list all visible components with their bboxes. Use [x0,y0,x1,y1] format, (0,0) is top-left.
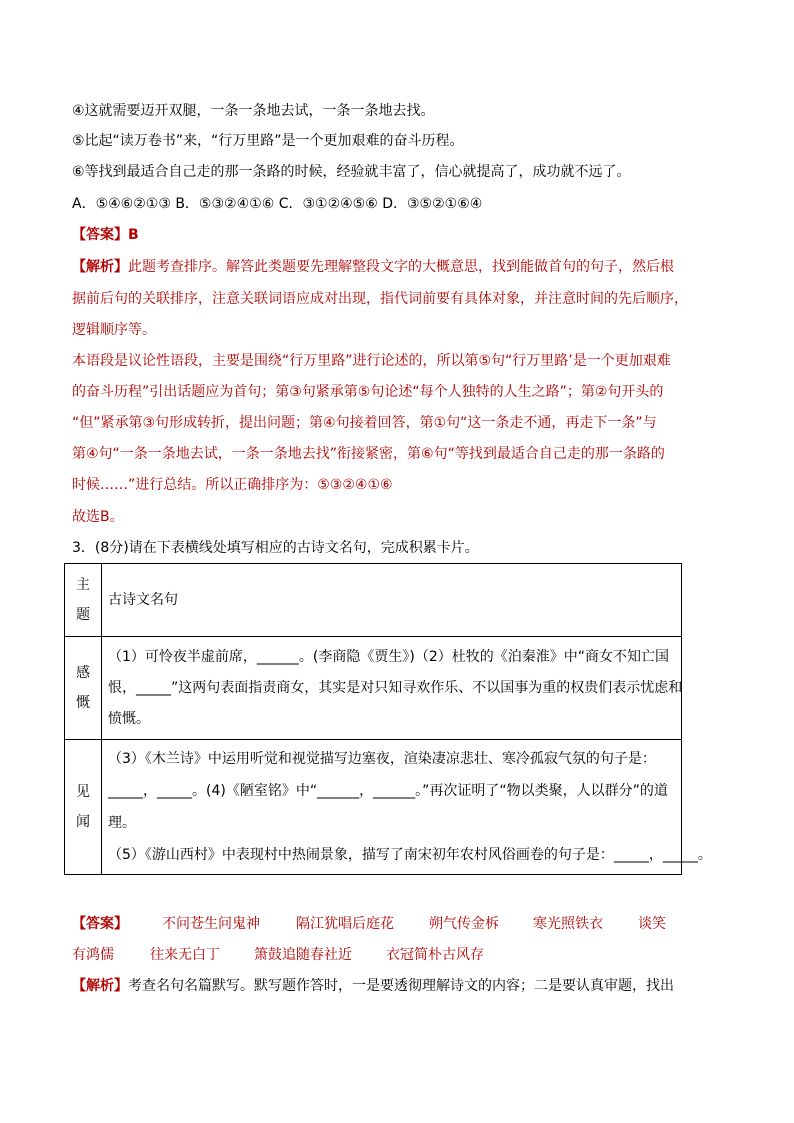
answer-item-7: 往来无白丁 [150,947,220,963]
analysis-conclusion: 故选B。 [72,509,124,525]
analysis-label-2: 【解析】 [72,978,128,994]
analysis-text-2: 考查名句名篇默写。默写题作答时，一是要透彻理解诗文的内容；二是要认真审题，找出 [128,978,674,994]
header-theme-cell: 主题 [65,564,102,637]
analysis-line-1 [72,258,722,276]
analysis-p2-line-1: 本语段是议论性语段，主要是围绕“行万里路”进行论述的，所以第⑤句“行万里路’是一个更加艰难 [72,353,671,369]
sentence-6: ⑥等找到最适合自己走的那一条路的时候，经验就丰富了，信心就提高了，成功就不远了。 [72,164,631,180]
answer-item-1: 不问苍生问鬼神 [162,916,260,932]
answer-label-2: 【答案】 [72,916,128,932]
analysis-label: 【解析】 [72,259,128,275]
analysis-p2-line-4: 第④句“一条一条地去试，一条一条地去找”衔接紧密，第⑥句“等找到最适合自己走的那一条路的 [72,446,665,462]
analysis-p2-line-2: 的奋斗历程”引出话题应为首句；第③句紧承第⑤句论述“每个人独特的人生之路”；第②句开头的 [72,384,664,400]
row2-content-cell [102,740,712,875]
row2-theme-cell: 见闻 [65,740,102,875]
answer-item-3: 朔气传金柝 [429,916,499,932]
answer-item-9: 衣冠简朴古风存 [386,947,484,963]
row1-line-3: 愤慨。 [108,710,150,727]
answer-item-5: 谈笑 [638,916,666,932]
sentence-4: ④这就需要迈开双腿，一条一条地去试，一条一条地去找。 [72,103,435,119]
row2-line-4: （5）《游山西村》中表现村中热闹景象，描写了南宋初年农村风俗画卷的句子是：_____，_____。 [108,847,712,863]
table-row-1 [65,637,682,740]
row1-line-1: （1）可怜夜半虚前席，______。(李商隐《贾生》)（2）杜牧的《泊秦淮》中“商女不知亡国 [108,648,669,665]
sentence-5: ⑤比起“读万卷书”来，“行万里路”是一个更加艰难的奋斗历程。 [72,133,464,149]
answer-item-4: 寒光照铁衣 [533,916,603,932]
answer-label: 【答案】 [72,227,128,243]
answer-options: A．⑤④⑥②①③ B．⑤③②④①⑥ C．③①②④⑤⑥ D．③⑤②①⑥④ [72,196,483,212]
question-3-title: 3．(8分)请在下表横线处填写相应的古诗文名句，完成积累卡片。 [72,540,479,556]
answer-item-6: 有鸿儒 [72,947,114,963]
row1-line-2: 恨，_____”这两句表面指责商女，其实是对只知寻欢作乐、不以国事为重的权贵们表示忧虑和 [108,679,683,696]
row1-theme-cell: 感慨 [65,637,102,740]
analysis-block-2 [72,977,722,995]
row2-line-1: （3）《木兰诗》中运用听觉和视觉描写边塞夜，渲染凄凉悲壮、寒冷孤寂气氛的句子是： [108,751,656,767]
table-row-2 [65,740,682,875]
row2-line-3: 理。 [108,815,136,831]
row2-line-2: _____，_____。(4)《陋室铭》中“______，______。”再次证明了“物以类聚，人以群分”的道 [108,783,668,799]
accumulation-card-table [64,563,712,875]
header-content-cell: 古诗文名句 [102,564,682,637]
analysis-p2-line-3: “但”紧承第③句形成转折，提出问题；第④句接着回答，第①句“这一条走不通，再走下一条”与 [72,415,657,431]
analysis-line-2: 据前后句的关联排序，注意关联词语应成对出现，指代词前要有具体对象，并注意时间的先后顺序， [72,291,688,307]
analysis-text: 此题考查排序。解答此类题要先理解整段文字的大概意思，找到能做首句的句子，然后根 [128,259,674,275]
analysis-p2-line-5: 时候……”进行总结。所以正确排序为：⑤③②④①⑥ [72,477,393,493]
answer-value: B [128,227,139,243]
table-header-row [65,564,682,637]
row1-content-cell [102,637,682,740]
answer-item-8: 箫鼓追随春社近 [254,947,352,963]
answer-item-2: 隔江犹唱后庭花 [296,916,394,932]
answer-block-1 [72,226,722,244]
analysis-line-3: 逻辑顺序等。 [72,322,156,338]
